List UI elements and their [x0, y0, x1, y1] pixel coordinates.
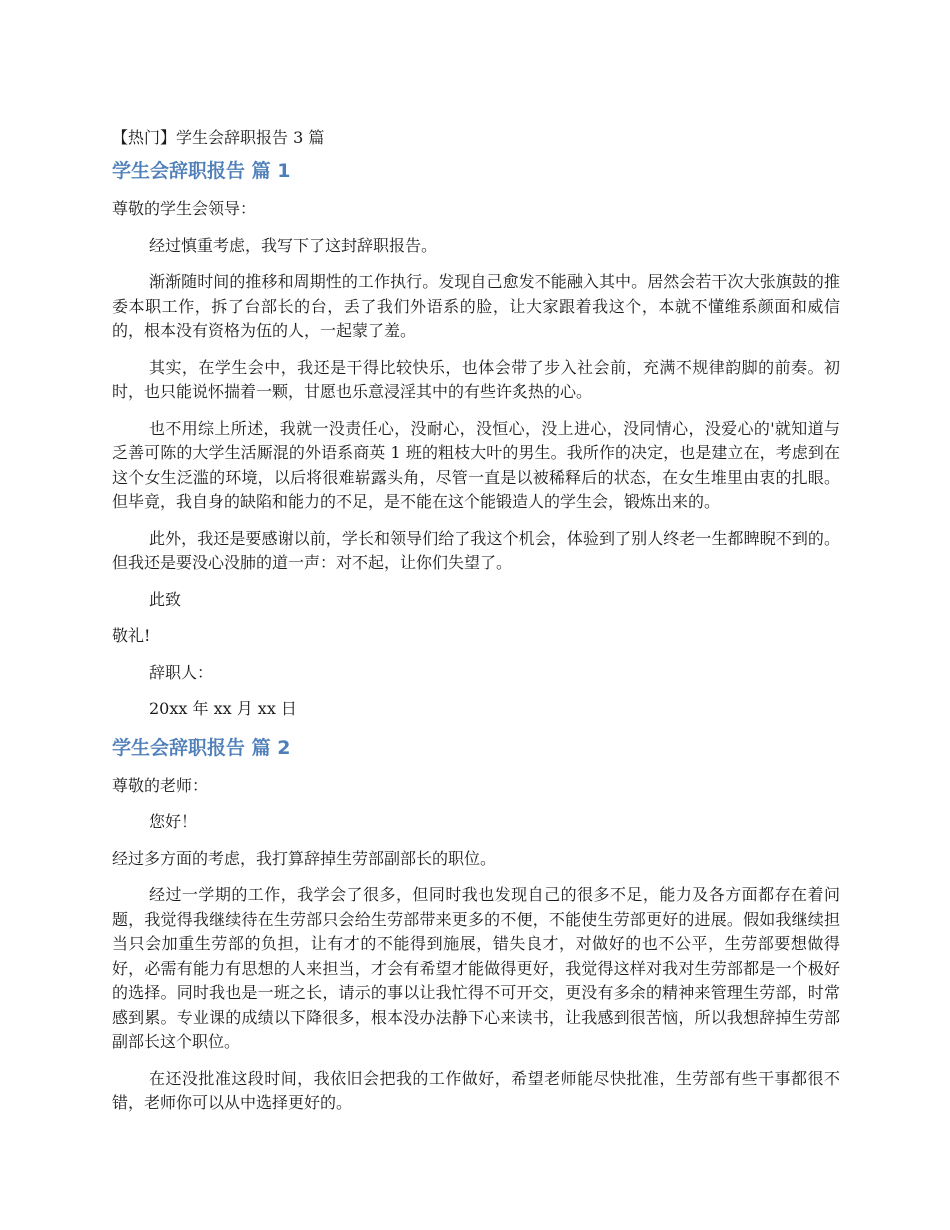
date-line: 20xx 年 xx 月 xx 日	[149, 699, 297, 718]
paragraph: 渐渐随时间的推移和周期性的工作执行。发现自己愈发不能融入其中。居然会若干次大张旗鼓的推委本职工作，拆了台部长的台，丢了我们外语系的脸，让大家跟着我这个，本就不懂维系颜面和威信的，根本没有资格为伍的人，一起蒙了羞。	[112, 272, 840, 340]
closing-salute: 敬礼!	[112, 626, 151, 645]
paragraph: 经过多方面的考虑，我打算辞掉生劳部副部长的职位。	[112, 848, 497, 868]
paragraph: 其实，在学生会中，我还是干得比较快乐，也体会带了步入社会前，充满不规律韵脚的前奏。初时，也只能说怀揣着一颗，甘愿也乐意浸淫其中的有些许炙热的心。	[112, 357, 840, 401]
greeting: 您好！	[149, 812, 198, 831]
document-page	[112, 125, 840, 1128]
paragraph: 经过一学期的工作，我学会了很多，但同时我也发现自己的很多不足，能力及各方面都存在着问题，我觉得我继续待在生劳部只会给生劳部带来更多的不便，不能使生劳部更好的进展。假如我继续担当只会加重生劳部的负担，让有才的不能得到施展，错失良才，对做好的也不公平，生劳部要想做得好，必需有能力有思想的人来担当，才会有希望才能做得更好，我觉得这样对我对生劳部都是一个极好的选择。同时我也是一班之长，请示的事以让我忙得不可开交，更没有多余的精神来管理生劳部，时常感到累。专业课的成绩以下降很多，根本没办法静下心来读书，让我感到很苦恼，所以我想辞掉生劳部副部长这个职位。	[112, 885, 840, 1051]
closing-line: 此致	[149, 589, 182, 609]
salutation: 尊敬的学生会领导：	[112, 199, 257, 218]
paragraph: 也不用综上所述，我就一没责任心，没耐心，没恒心，没上进心，没同情心，没爱心的'就知道与乏善可陈的大学生活厮混的外语系商英 1 班的粗枝大叶的男生。我所作的决定，也是建立在，考虑到在这个女生泛滥的环境，以后将很难崭露头角，尽管一直是以被稀释后的状态，在女生堆里由衷的扎眼。但毕竟，我自身的缺陷和能力的不足，是不能在这个能锻造人的学生会，锻炼出来的。	[112, 418, 840, 511]
section-1-heading: 学生会辞职报告 篇 1	[112, 160, 291, 182]
paragraph: 此外，我还是要感谢以前，学长和领导们给了我这个机会，体验到了别人终老一生都睥睨不到的。但我还是要没心没肺的道一声：对不起，让你们失望了。	[112, 528, 840, 572]
paragraph: 在还没批准这段时间，我依旧会把我的工作做好，希望老师能尽快批准，生劳部有些干事都很不错，老师你可以从中选择更好的。	[112, 1068, 840, 1112]
paragraph: 经过慎重考虑，我写下了这封辞职报告。	[149, 235, 438, 255]
section-2-heading: 学生会辞职报告 篇 2	[112, 736, 291, 759]
signature-label: 辞职人：	[149, 662, 214, 682]
salutation: 尊敬的老师：	[112, 775, 209, 795]
document-title: 【热门】学生会辞职报告 3 篇	[112, 128, 325, 147]
